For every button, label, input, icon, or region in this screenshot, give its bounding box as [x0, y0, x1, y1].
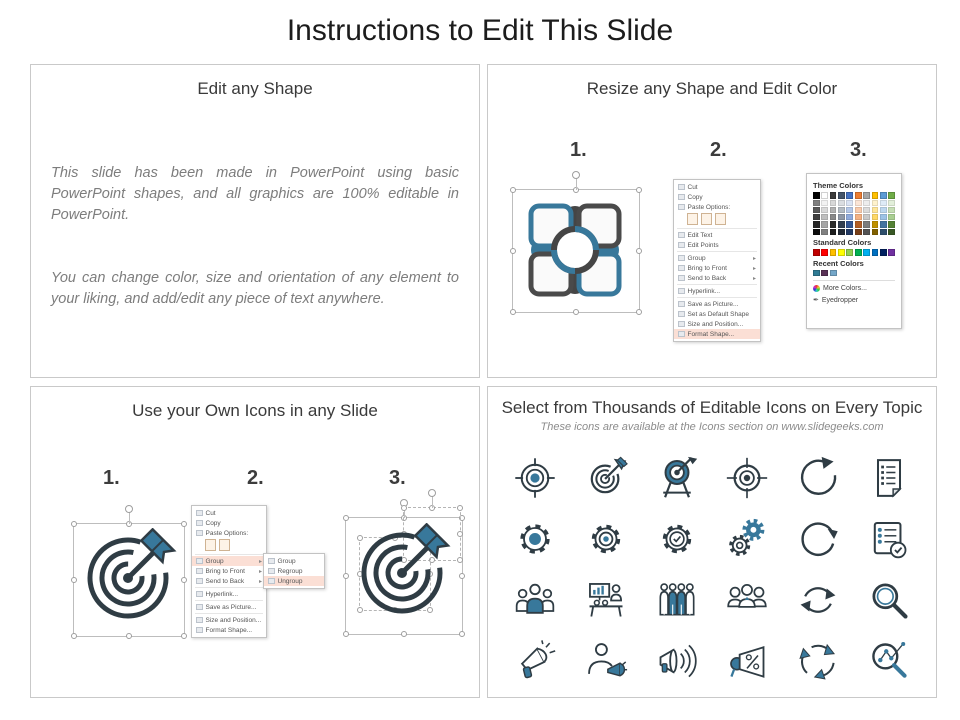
- menu-item-icon: [678, 321, 685, 328]
- menu-item-icon: [196, 558, 203, 565]
- rotate-handle-stem: [129, 512, 130, 524]
- cycle-arrows-icon[interactable]: [795, 638, 841, 684]
- menu-item-cut[interactable]: [192, 508, 266, 518]
- rotate-handle[interactable]: [125, 505, 133, 513]
- selected-target-icon-graphic[interactable]: [65, 501, 193, 641]
- edit-shape-paragraph-2: You can change color, size and orientation of any element to your liking, and add/edit any piece of text anywhere.: [51, 270, 459, 308]
- color-swatch[interactable]: [863, 221, 870, 227]
- checklist-document-icon[interactable]: [866, 455, 912, 501]
- color-swatch[interactable]: [813, 192, 820, 199]
- selection-handle[interactable]: [459, 573, 465, 579]
- selection-handle[interactable]: [343, 515, 349, 521]
- menu-item-icon: [678, 242, 685, 249]
- selection-handle[interactable]: [71, 521, 77, 527]
- color-swatch[interactable]: [863, 229, 870, 235]
- gear-dot-center-icon[interactable]: [583, 516, 629, 562]
- menu-item-icon: [678, 331, 685, 338]
- selection-handle[interactable]: [126, 633, 132, 639]
- menu-item-hyperlink[interactable]: [674, 286, 760, 296]
- color-swatch[interactable]: [838, 221, 845, 227]
- color-swatch[interactable]: [872, 229, 879, 235]
- paste-options-row: [192, 538, 266, 553]
- gear-checkmark-icon[interactable]: [654, 516, 700, 562]
- icon-library-heading: Select from Thousands of Editable Icons on Every Topic: [501, 398, 923, 417]
- gear-solid-center-icon[interactable]: [512, 516, 558, 562]
- megaphone-announce-icon[interactable]: [512, 638, 558, 684]
- color-swatch[interactable]: [888, 214, 895, 220]
- menu-item-label: Size and Position...: [687, 320, 744, 328]
- color-swatch[interactable]: [888, 207, 895, 213]
- menu-item-label: Format Shape...: [205, 626, 253, 634]
- selection-handle[interactable]: [510, 187, 516, 193]
- color-swatch[interactable]: [888, 200, 895, 206]
- submenu-arrow-icon: ▸: [752, 275, 756, 282]
- puzzle-shape[interactable]: [517, 192, 633, 313]
- paste-option-icon[interactable]: [715, 213, 726, 225]
- menu-item-icon: [678, 232, 685, 239]
- double-gears-icon[interactable]: [724, 516, 770, 562]
- dartboard-arrow-icon[interactable]: [583, 455, 629, 501]
- group-submenu: [263, 553, 325, 589]
- target-dart-icon[interactable]: [78, 528, 178, 633]
- color-swatch[interactable]: [846, 207, 853, 213]
- color-swatch[interactable]: [838, 200, 845, 206]
- color-swatch[interactable]: [846, 214, 853, 220]
- selection-handle[interactable]: [457, 557, 463, 563]
- target-crosshair-icon[interactable]: [512, 455, 558, 501]
- selection-handle[interactable]: [510, 309, 516, 315]
- slide-title: Instructions to Edit This Slide: [286, 14, 674, 47]
- color-swatch[interactable]: [846, 221, 853, 227]
- color-swatch[interactable]: [821, 229, 828, 235]
- menu-item-label: Save as Picture...: [687, 300, 739, 308]
- paste-options-row: [674, 212, 760, 227]
- menu-item-label: Cut: [687, 183, 698, 191]
- standard-colors-label: Standard Colors: [813, 237, 872, 247]
- color-swatch[interactable]: [813, 207, 820, 213]
- color-swatch[interactable]: [821, 207, 828, 213]
- paste-option-icon[interactable]: [219, 539, 230, 551]
- own-icons-heading: Use your Own Icons in any Slide: [132, 401, 378, 420]
- refresh-loop-arrow-icon[interactable]: [795, 516, 841, 562]
- color-swatch[interactable]: [821, 249, 828, 256]
- more-colors-item[interactable]: [813, 280, 895, 293]
- color-swatch[interactable]: [838, 249, 845, 256]
- context-menu: [673, 179, 761, 342]
- color-picker-panel: [806, 173, 902, 329]
- menu-item-group[interactable]: [674, 253, 760, 263]
- menu-item-label: Paste Options:: [205, 529, 249, 537]
- menu-separator: [195, 554, 263, 555]
- selection-handle[interactable]: [636, 309, 642, 315]
- color-swatch[interactable]: [830, 221, 837, 227]
- panel-own-icons: [30, 386, 480, 698]
- context-menu: [191, 505, 303, 638]
- menu-item-icon: [196, 591, 203, 598]
- submenu-arrow-icon: ▸: [258, 578, 262, 585]
- menu-item-icon: [196, 604, 203, 611]
- color-swatch[interactable]: [821, 221, 828, 227]
- color-swatch[interactable]: [813, 200, 820, 206]
- edit-shape-heading: Edit any Shape: [197, 79, 313, 98]
- menu-item-save-as-picture[interactable]: [674, 299, 760, 309]
- color-swatch[interactable]: [846, 200, 853, 206]
- menu-item-paste-options[interactable]: [674, 202, 760, 212]
- color-swatch[interactable]: [855, 207, 862, 213]
- rotate-handle[interactable]: [428, 489, 436, 497]
- panel-icon-library: [487, 386, 937, 698]
- team-three-people-icon[interactable]: [512, 577, 558, 623]
- menu-item-icon: [678, 275, 685, 282]
- icons-step-1-label: 1.: [103, 467, 120, 489]
- color-swatch[interactable]: [821, 192, 828, 199]
- more-colors-label: More Colors...: [823, 284, 867, 292]
- selection-handle[interactable]: [71, 577, 77, 583]
- color-swatch[interactable]: [888, 192, 895, 199]
- paste-option-icon[interactable]: [205, 539, 216, 551]
- menu-item-icon: [678, 301, 685, 308]
- selection-handle[interactable]: [457, 505, 463, 511]
- submenu-arrow-icon: ▸: [752, 255, 756, 262]
- menu-item-icon: [678, 194, 685, 201]
- color-swatch[interactable]: [863, 207, 870, 213]
- color-swatch[interactable]: [880, 192, 887, 199]
- menu-item-size-and-position[interactable]: [674, 319, 760, 329]
- menu-item-send-to-back[interactable]: [192, 576, 266, 586]
- more-colors-icon: [813, 285, 820, 292]
- menu-item-set-as-default-shape[interactable]: [674, 309, 760, 319]
- color-swatch[interactable]: [863, 192, 870, 199]
- target-dart-icon-ungrouped[interactable]: [352, 523, 452, 628]
- menu-item-format-shape[interactable]: [674, 329, 760, 339]
- color-swatch[interactable]: [813, 221, 820, 227]
- menu-item-label: Send to Back: [687, 274, 727, 282]
- color-swatch[interactable]: [813, 270, 820, 277]
- selection-handle[interactable]: [343, 573, 349, 579]
- paste-option-icon[interactable]: [687, 213, 698, 225]
- selection-handle[interactable]: [636, 248, 642, 254]
- color-swatch[interactable]: [855, 214, 862, 220]
- color-swatch[interactable]: [821, 270, 828, 277]
- eyedropper-label: Eyedropper: [821, 296, 859, 304]
- submenu-item-regroup[interactable]: [264, 566, 324, 576]
- menu-item-icon: [268, 558, 275, 565]
- menu-item-bring-to-front[interactable]: [192, 566, 266, 576]
- selection-handle[interactable]: [457, 531, 463, 537]
- menu-item-copy[interactable]: [674, 192, 760, 202]
- eyedropper-item[interactable]: [813, 293, 895, 305]
- people-profiles-icon[interactable]: [724, 577, 770, 623]
- menu-item-icon: [196, 530, 203, 537]
- color-swatch[interactable]: [872, 249, 879, 256]
- menu-item-edit-points[interactable]: [674, 240, 760, 250]
- menu-item-cut[interactable]: [674, 182, 760, 192]
- submenu-item-group[interactable]: [264, 556, 324, 566]
- color-swatch[interactable]: [830, 192, 837, 199]
- menu-item-label: Hyperlink...: [687, 287, 721, 295]
- menu-item-icon: [196, 520, 203, 527]
- color-swatch[interactable]: [880, 249, 887, 256]
- menu-separator: [677, 228, 757, 229]
- submenu-item-ungroup[interactable]: [264, 576, 324, 586]
- color-swatch[interactable]: [880, 200, 887, 206]
- menu-item-icon: [678, 265, 685, 272]
- color-swatch[interactable]: [880, 207, 887, 213]
- color-swatch[interactable]: [846, 192, 853, 199]
- color-swatch[interactable]: [872, 207, 879, 213]
- menu-item-label: Bring to Front: [687, 264, 727, 272]
- selected-shape-graphic[interactable]: [506, 171, 646, 317]
- menu-item-label: Group: [687, 254, 706, 262]
- color-swatch[interactable]: [855, 192, 862, 199]
- menu-item-paste-options[interactable]: [192, 528, 266, 538]
- icon-grid: [500, 447, 924, 691]
- menu-item-edit-text[interactable]: [674, 230, 760, 240]
- color-swatch[interactable]: [872, 214, 879, 220]
- menu-item-icon: [196, 568, 203, 575]
- eyedropper-icon: ✒: [813, 297, 819, 305]
- color-swatch[interactable]: [830, 229, 837, 235]
- panel-resize-shape: [487, 64, 937, 378]
- rotate-arrow-icon[interactable]: [795, 455, 841, 501]
- menu-item-send-to-back[interactable]: [674, 273, 760, 283]
- color-swatch[interactable]: [872, 192, 879, 199]
- menu-item-label: Hyperlink...: [205, 590, 239, 598]
- megaphone-sound-waves-icon[interactable]: [654, 638, 700, 684]
- selection-handle[interactable]: [510, 248, 516, 254]
- panel-edit-any-shape: [30, 64, 480, 378]
- menu-item-label: Format Shape...: [687, 330, 735, 338]
- menu-separator: [195, 613, 263, 614]
- menu-item-format-shape[interactable]: [192, 625, 266, 635]
- color-swatch[interactable]: [880, 221, 887, 227]
- color-swatch[interactable]: [888, 229, 895, 235]
- menu-item-label: Send to Back: [205, 577, 245, 585]
- color-swatch[interactable]: [872, 200, 879, 206]
- color-swatch[interactable]: [880, 214, 887, 220]
- menu-item-label: Paste Options:: [687, 203, 731, 211]
- person-megaphone-icon[interactable]: [583, 638, 629, 684]
- menu-item-icon: [678, 288, 685, 295]
- menu-item-label: Save as Picture...: [205, 603, 257, 611]
- menu-separator: [677, 251, 757, 252]
- menu-item-label: Ungroup: [277, 577, 303, 585]
- menu-item-icon: [268, 568, 275, 575]
- menu-item-icon: [678, 311, 685, 318]
- menu-item-label: Cut: [205, 509, 216, 517]
- icon-library-subtitle: These icons are available at the Icons section on www.slidegeeks.com: [540, 421, 884, 433]
- color-swatch[interactable]: [838, 214, 845, 220]
- menu-item-icon: [268, 578, 275, 585]
- color-swatch[interactable]: [855, 221, 862, 227]
- magnifier-analytics-icon[interactable]: [866, 638, 912, 684]
- menu-item-label: Edit Points: [687, 241, 719, 249]
- paste-option-icon[interactable]: [701, 213, 712, 225]
- submenu-arrow-icon: ▸: [258, 558, 262, 565]
- recent-colors-label: Recent Colors: [813, 258, 864, 268]
- color-swatch[interactable]: [846, 249, 853, 256]
- selection-handle[interactable]: [459, 631, 465, 637]
- group-context-menu: [191, 505, 325, 643]
- menu-item-label: Set as Default Shape: [687, 310, 749, 318]
- color-swatch[interactable]: [855, 229, 862, 235]
- color-swatch[interactable]: [888, 249, 895, 256]
- task-checklist-icon[interactable]: [866, 516, 912, 562]
- menu-item-icon: [196, 578, 203, 585]
- menu-separator: [677, 297, 757, 298]
- megaphone-discount-icon[interactable]: [724, 638, 770, 684]
- color-swatch[interactable]: [821, 200, 828, 206]
- crosshair-scope-icon[interactable]: [724, 455, 770, 501]
- rotate-handle-stem: [432, 496, 433, 508]
- menu-separator: [195, 587, 263, 588]
- resize-step-1-label: 1.: [570, 139, 587, 161]
- menu-item-icon: [678, 255, 685, 262]
- menu-item-icon: [196, 510, 203, 517]
- color-swatch[interactable]: [888, 221, 895, 227]
- resize-shape-heading: Resize any Shape and Edit Color: [586, 79, 838, 98]
- menu-item-label: Copy: [687, 193, 703, 201]
- color-swatch[interactable]: [830, 214, 837, 220]
- color-swatch[interactable]: [880, 229, 887, 235]
- menu-item-bring-to-front[interactable]: [674, 263, 760, 273]
- selection-handle[interactable]: [401, 631, 407, 637]
- team-group-standing-icon[interactable]: [654, 577, 700, 623]
- menu-item-size-and-position[interactable]: [192, 615, 266, 625]
- menu-separator: [677, 284, 757, 285]
- color-swatch[interactable]: [821, 214, 828, 220]
- color-picker: [806, 173, 902, 329]
- menu-item-label: Edit Text: [687, 231, 713, 239]
- archery-target-stand-icon[interactable]: [654, 455, 700, 501]
- selection-handle[interactable]: [343, 631, 349, 637]
- color-swatch[interactable]: [830, 200, 837, 206]
- menu-item-label: Bring to Front: [205, 567, 245, 575]
- color-swatch[interactable]: [830, 207, 837, 213]
- selection-handle[interactable]: [401, 505, 407, 511]
- color-swatch[interactable]: [872, 221, 879, 227]
- icons-step-2-label: 2.: [247, 467, 264, 489]
- color-swatch[interactable]: [863, 249, 870, 256]
- menu-item-icon: [678, 184, 685, 191]
- color-swatch[interactable]: [813, 229, 820, 235]
- menu-item-label: Size and Position...: [205, 616, 262, 624]
- color-swatch[interactable]: [813, 249, 820, 256]
- menu-item-label: Group: [277, 557, 296, 565]
- menu-item-label: Copy: [205, 519, 221, 527]
- menu-item-label: Group: [205, 557, 224, 565]
- selection-handle[interactable]: [181, 521, 187, 527]
- color-swatch[interactable]: [863, 200, 870, 206]
- color-swatch[interactable]: [846, 229, 853, 235]
- menu-item-hyperlink[interactable]: [192, 589, 266, 599]
- rotate-handle[interactable]: [572, 171, 580, 179]
- menu-item-save-as-picture[interactable]: [192, 602, 266, 612]
- color-swatch[interactable]: [830, 270, 837, 277]
- ungrouped-target-icon-graphic[interactable]: [341, 497, 467, 637]
- color-swatch[interactable]: [813, 214, 820, 220]
- magnifier-icon[interactable]: [866, 577, 912, 623]
- color-swatch[interactable]: [855, 249, 862, 256]
- submenu-arrow-icon: ▸: [752, 265, 756, 272]
- menu-item-icon: [196, 627, 203, 634]
- color-swatch[interactable]: [863, 214, 870, 220]
- theme-colors-label: Theme Colors: [813, 181, 864, 190]
- business-presentation-icon[interactable]: [583, 577, 629, 623]
- color-swatch[interactable]: [838, 192, 845, 199]
- resize-step-3-label: 3.: [850, 139, 867, 161]
- color-swatch[interactable]: [855, 200, 862, 206]
- selection-handle[interactable]: [181, 577, 187, 583]
- color-swatch[interactable]: [838, 229, 845, 235]
- menu-item-label: Regroup: [277, 567, 303, 575]
- submenu-arrow-icon: ▸: [258, 568, 262, 575]
- rotate-handle-stem: [576, 178, 577, 190]
- resize-step-2-label: 2.: [710, 139, 727, 161]
- sync-arrows-icon[interactable]: [795, 577, 841, 623]
- selection-handle[interactable]: [636, 187, 642, 193]
- selection-handle[interactable]: [181, 633, 187, 639]
- selection-handle[interactable]: [71, 633, 77, 639]
- icons-step-3-label: 3.: [389, 467, 406, 489]
- menu-item-copy[interactable]: [192, 518, 266, 528]
- edit-shape-paragraph-1: This slide has been made in PowerPoint using basic PowerPoint shapes, and all graphics are 100% editable in PowerPoint.: [51, 165, 459, 224]
- color-swatch[interactable]: [830, 249, 837, 256]
- menu-separator: [195, 600, 263, 601]
- color-swatch[interactable]: [838, 207, 845, 213]
- shape-context-menu: [673, 179, 761, 338]
- menu-item-icon: [678, 204, 685, 211]
- menu-item-icon: [196, 617, 203, 624]
